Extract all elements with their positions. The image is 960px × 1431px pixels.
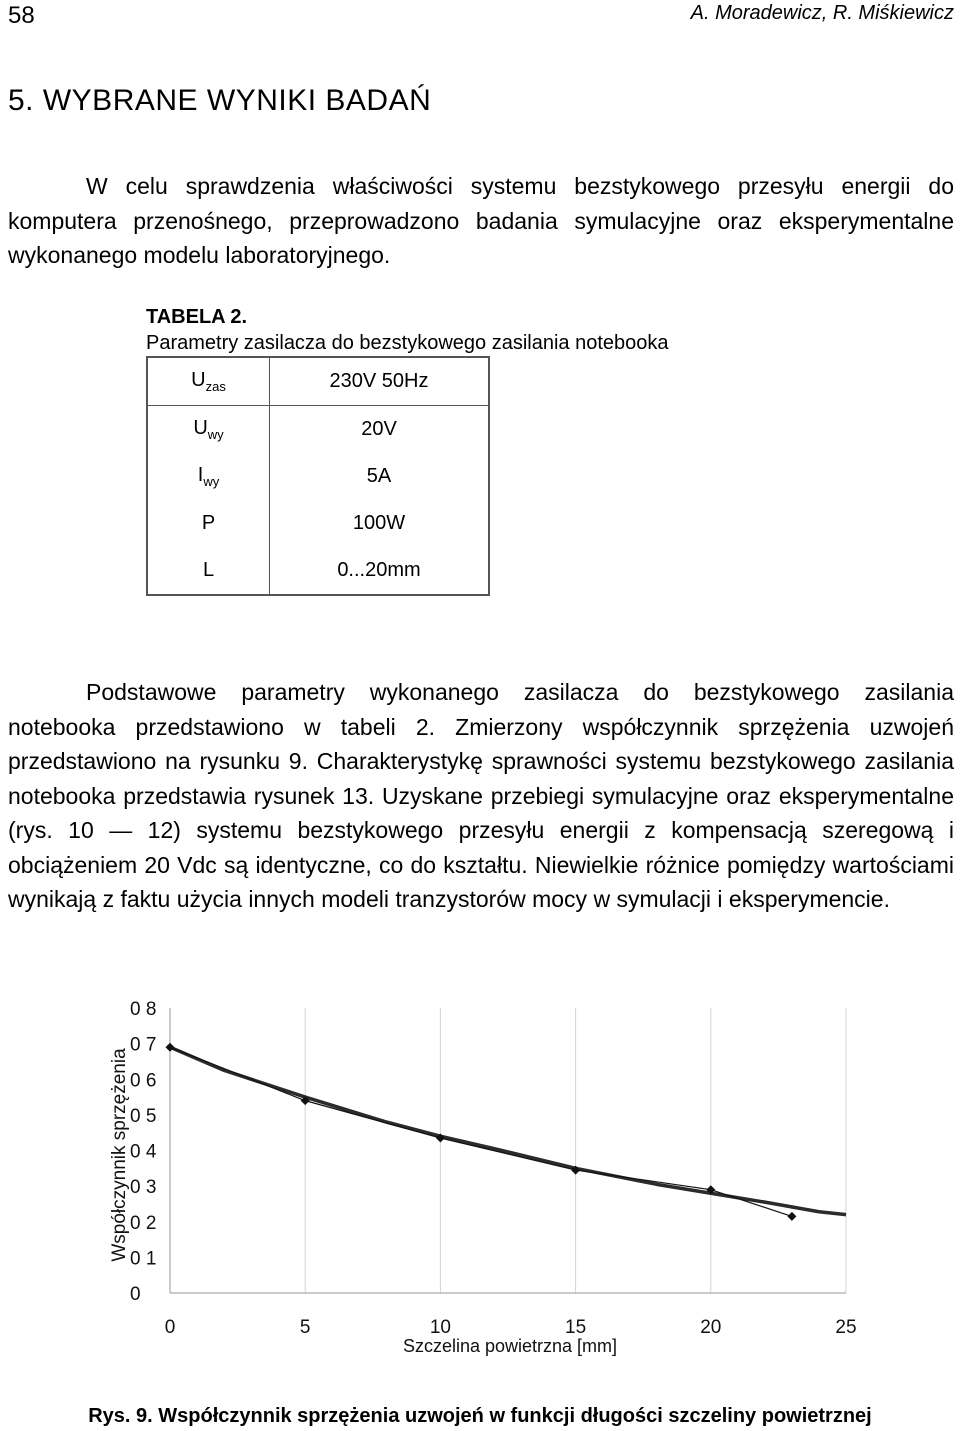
y-tick-label: 0 6 (130, 1070, 157, 1092)
param-symbol: P (148, 500, 270, 547)
param-symbol: L (148, 547, 270, 594)
coupling-coefficient-chart (100, 990, 880, 1370)
section-title: 5. WYBRANE WYNIKI BADAŃ (8, 84, 432, 117)
table-label: TABELA 2. (146, 306, 248, 328)
y-tick-label: 0 4 (130, 1141, 157, 1163)
param-value: 230V 50Hz (270, 358, 488, 406)
page-number: 58 (8, 2, 35, 29)
table-caption: Parametry zasilacza do bezstykowego zasilania notebooka (146, 332, 669, 354)
param-symbol: $I_{wy}$ (148, 453, 270, 500)
figure-caption: Rys. 9. Współczynnik sprzężenia uzwojeń w funkcji długości szczeliny powietrznej (88, 1405, 872, 1427)
x-tick-label: 10 (429, 1317, 451, 1338)
param-value: 20V (361, 418, 397, 440)
table-row (148, 453, 488, 500)
y-tick-label: 0 1 (130, 1248, 157, 1270)
param-symbol: $U_{zas}$ (148, 358, 270, 406)
running-head-authors: A. Moradewicz, R. Miśkiewicz (690, 2, 954, 24)
x-tick-label: 0 (164, 1317, 176, 1338)
param-symbol: $U_{wy}$ (148, 406, 270, 453)
x-tick-label: 25 (835, 1317, 857, 1338)
y-tick-label: 0 7 (130, 1034, 157, 1056)
parameters-table (146, 356, 490, 596)
data-point-marker (787, 1212, 796, 1221)
body-paragraph: Podstawowe parametry wykonanego zasilacza do bezstykowego zasilania notebooka przedstawiono w tabeli 2. Zmierzony współczynnik sprzężenia uzwojeń przedstawiono na rysunku 9. Charakterystykę sprawności systemu bezstykowego zasilania notebooka przedstawia rysunek 13. Uzyskane przebiegi symulacyjne oraz eksperymentalne (rys. 10 — 12) systemu bezstykowego przesyłu energii z kompensacją szeregową i obciążeniem 20 Vdc są identyczne, co do kształtu. Niewielkie różnice pomiędzy wartościami wynikają z faktu użycia innych modeli tranzystorów mocy w symulacji i eksperymencie. (8, 679, 954, 912)
y-tick-label: 0 3 (130, 1177, 157, 1199)
table-row (148, 547, 488, 594)
y-tick-label: 0 8 (130, 999, 157, 1020)
x-tick-label: 5 (299, 1317, 311, 1338)
x-tick-label: 15 (565, 1317, 587, 1338)
y-axis-title: Współczynnik sprzężenia (109, 1048, 130, 1262)
y-tick-label: 0 (130, 1284, 141, 1305)
intro-paragraph: W celu sprawdzenia właściwości systemu bezstykowego przesyłu energii do komputera przenośnego, przeprowadzono badania symulacyjne oraz eksperymentalne wykonanego modelu laboratoryjnego. (8, 173, 954, 268)
y-tick-label: 0 5 (130, 1105, 157, 1127)
param-value: 0...20mm (337, 559, 421, 581)
y-tick-label: 0 2 (130, 1212, 157, 1234)
table-row (148, 406, 488, 453)
x-axis-title: Szczelina powietrzna [mm] (402, 1336, 618, 1356)
param-value: 5A (366, 465, 392, 487)
x-tick-label: 20 (700, 1317, 722, 1338)
table-row (148, 358, 488, 406)
series-line-fit (170, 1047, 846, 1214)
table-row (148, 500, 488, 547)
param-value: 100W (352, 512, 406, 534)
